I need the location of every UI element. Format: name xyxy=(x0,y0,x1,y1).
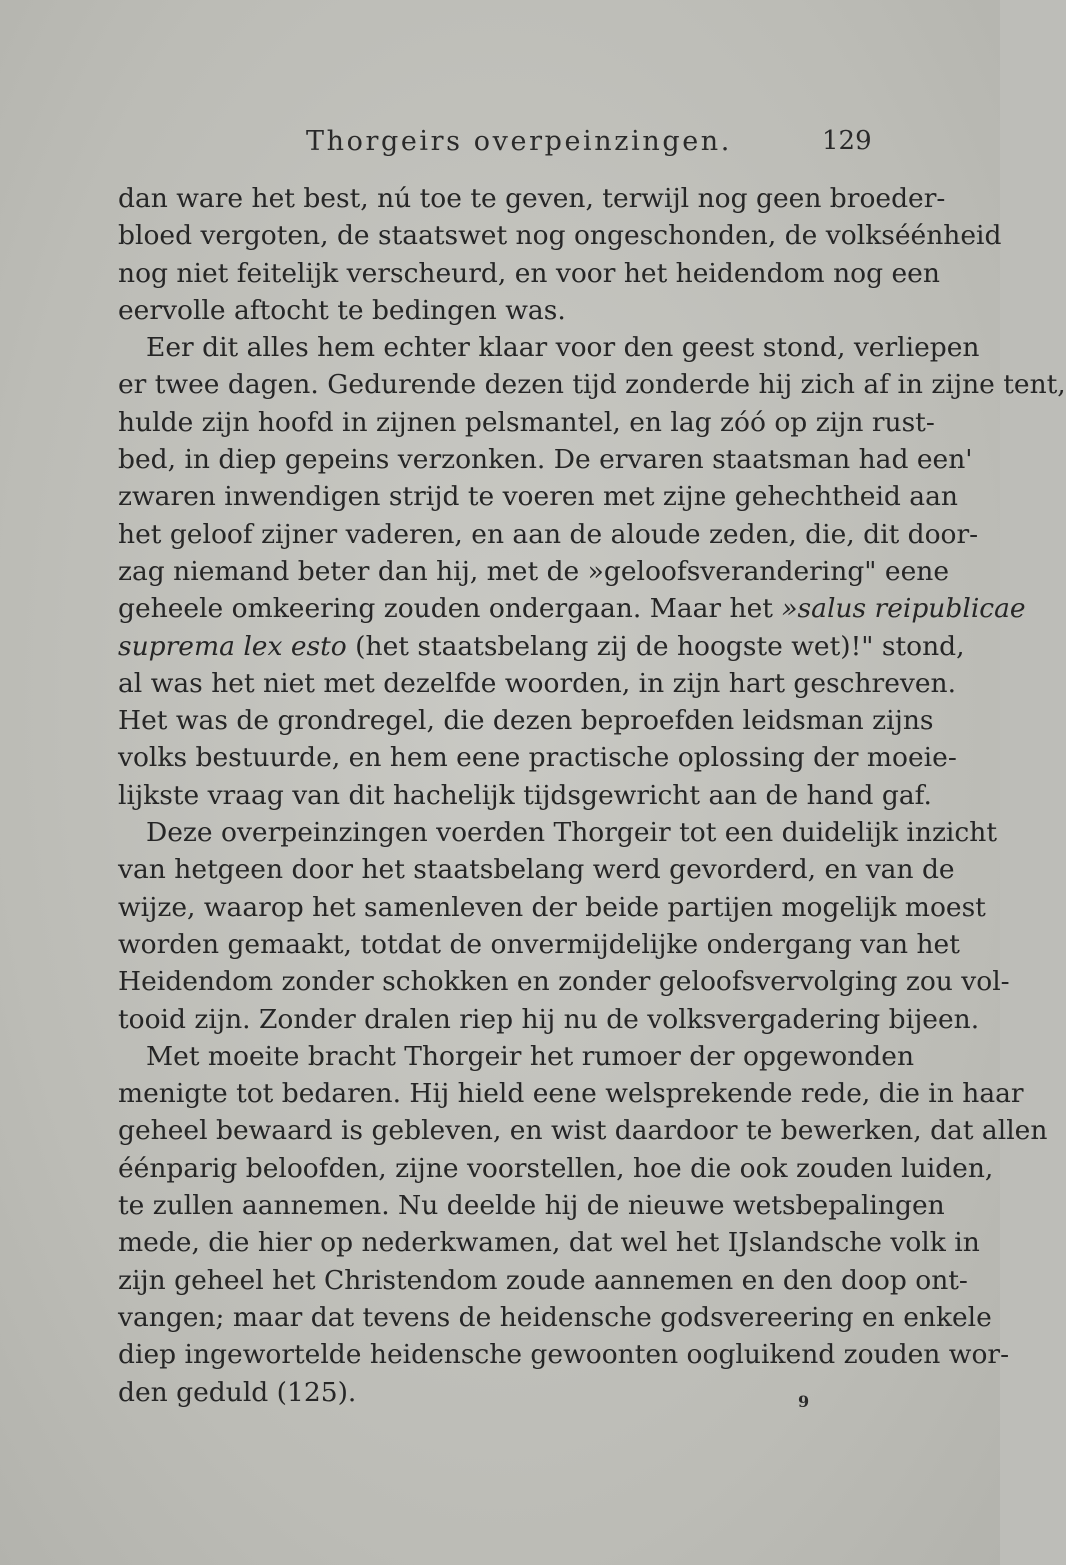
page-number: 129 xyxy=(822,126,872,156)
text-line: eervolle aftocht te bedingen was. xyxy=(118,294,566,326)
text-line: er twee dagen. Gedurende dezen tijd zonderde hij zich af in zijne tent, xyxy=(118,369,1066,401)
text-line: hulde zijn hoofd in zijnen pelsmantel, en lag zóó op zijn rust- xyxy=(118,406,935,438)
text-line: Het was de grondregel, die dezen beproefden leidsman zijns xyxy=(118,705,934,737)
body-text xyxy=(118,180,1066,1411)
text-line: nog niet feitelijk verscheurd, en voor het heidendom nog een xyxy=(118,257,940,289)
text-line: bed, in diep gepeins verzonken. De ervaren staatsman had een' xyxy=(118,444,973,476)
text-line: zwaren inwendigen strijd te voeren met zijne gehechtheid aan xyxy=(118,481,958,513)
text-line: het geloof zijner vaderen, en aan de aloude zeden, die, dit door- xyxy=(118,518,979,550)
running-header-title: Thorgeirs overpeinzingen. xyxy=(306,126,732,157)
text-line: zijn geheel het Christendom zoude aannemen en den doop ont- xyxy=(118,1264,968,1296)
text-line: geheel bewaard is gebleven, en wist daardoor te bewerken, dat allen xyxy=(118,1115,1048,1147)
text-line: Heidendom zonder schokken en zonder geloofsvervolging zou vol- xyxy=(118,966,1010,998)
text-line: den geduld (125). xyxy=(118,1376,357,1408)
text-line: wijze, waarop het samenleven der beide partijen mogelijk moest xyxy=(118,891,986,923)
text-line: tooid zijn. Zonder dralen riep hij nu de volksvergadering bijeen. xyxy=(118,1003,980,1035)
text-line: vangen; maar dat tevens de heidensche godsvereering en enkele xyxy=(118,1301,992,1333)
text-line: suprema lex esto (het staatsbelang zij de hoogste wet)!" stond, xyxy=(118,630,965,662)
signature-mark: 9 xyxy=(798,1392,810,1411)
text-line: bloed vergoten, de staatswet nog ongeschonden, de volkséénheid xyxy=(118,220,1002,252)
text-line: dan ware het best, nú toe te geven, terwijl nog geen broeder- xyxy=(118,183,946,214)
italic-latin-phrase: suprema lex esto xyxy=(118,630,347,662)
text-line: van hetgeen door het staatsbelang werd gevorderd, en van de xyxy=(118,854,955,886)
text-line: diep ingewortelde heidensche gewoonten oogluikend zouden wor- xyxy=(118,1339,1010,1371)
text-line: volks bestuurde, en hem eene practische oplossing der moeie- xyxy=(118,742,957,774)
text-line: geheele omkeering zouden ondergaan. Maar het »salus reipublicae xyxy=(118,593,1026,625)
text-line: zag niemand beter dan hij, met de »geloofsverandering" eene xyxy=(118,555,950,587)
text-line: mede, die hier op nederkwamen, dat wel het IJslandsche volk in xyxy=(118,1227,980,1259)
text-line: te zullen aannemen. Nu deelde hij de nieuwe wetsbepalingen xyxy=(118,1190,945,1222)
text-line: éénparig beloofden, zijne voorstellen, hoe die ook zouden luiden, xyxy=(118,1152,994,1184)
text-line: Met moeite bracht Thorgeir het rumoer der opgewonden xyxy=(146,1040,915,1072)
text-line: lijkste vraag van dit hachelijk tijdsgewricht aan de hand gaf. xyxy=(118,779,932,811)
italic-latin-phrase: »salus reipublicae xyxy=(781,593,1026,625)
text-line: al was het niet met dezelfde woorden, in zijn hart geschreven. xyxy=(118,667,957,699)
text-line: menigte tot bedaren. Hij hield eene welsprekende rede, die in haar xyxy=(118,1078,1024,1110)
text-line: Deze overpeinzingen voerden Thorgeir tot een duidelijk inzicht xyxy=(146,817,997,849)
text-line: worden gemaakt, totdat de onvermijdelijke ondergang van het xyxy=(118,928,960,960)
text-line: Eer dit alles hem echter klaar voor den geest stond, verliepen xyxy=(146,332,980,364)
